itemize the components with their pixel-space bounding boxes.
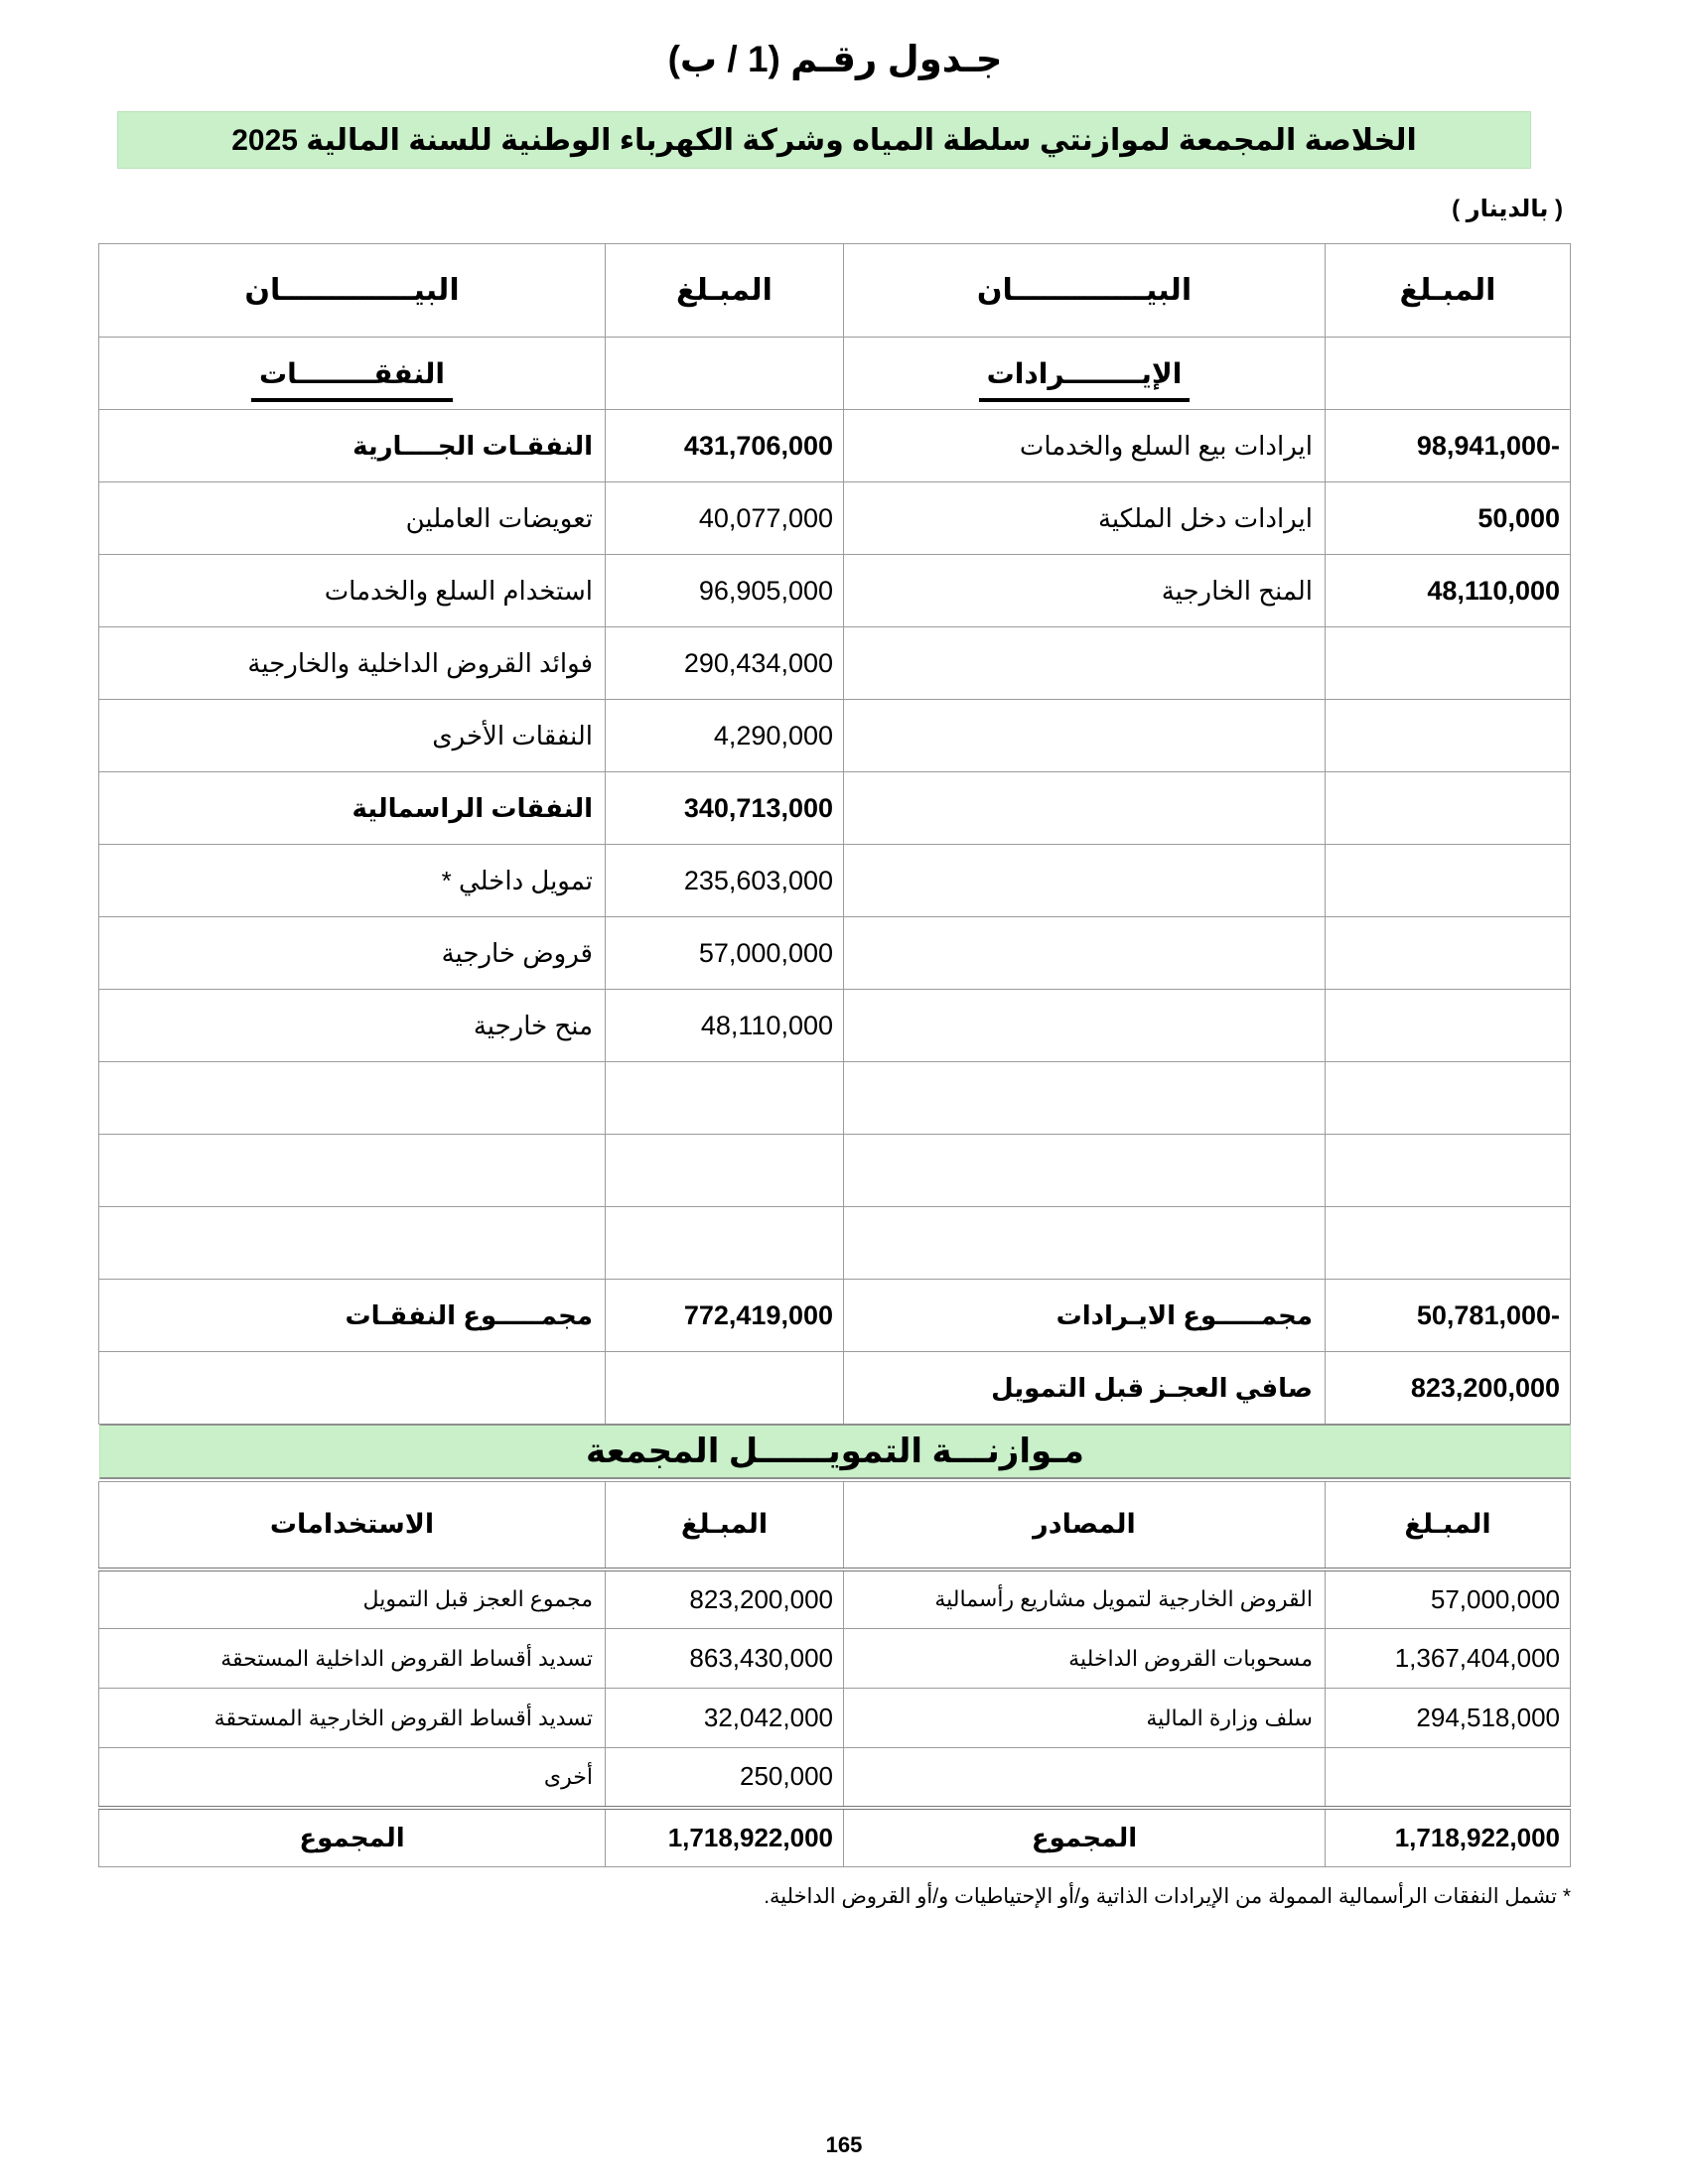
expense-label-cell (99, 1062, 606, 1135)
totals-row (99, 1280, 1571, 1352)
revenue-label-cell (844, 1135, 1326, 1207)
table-header-row (99, 1482, 1571, 1570)
revenue-label-cell (844, 627, 1326, 700)
page-number: 165 (825, 2132, 863, 2157)
revenue-amount-cell (1326, 1207, 1571, 1280)
use-label-cell: مجموع العجز قبل التمويل (99, 1570, 606, 1629)
revenue-amount-cell (1326, 1135, 1571, 1207)
expense-label-cell: النفقات الراسمالية (99, 772, 606, 845)
expense-label-cell (99, 1352, 606, 1425)
empty-row (99, 1135, 1571, 1207)
source-amount-cell: 294,518,000 (1326, 1689, 1571, 1748)
expense-amount-cell (606, 1062, 844, 1135)
revenue-label-cell (844, 917, 1326, 990)
revenue-total-label: مجمـــــوع الايـرادات (844, 1280, 1326, 1352)
table-row (99, 1689, 1571, 1748)
revenue-amount-header: المبـلغ (1326, 244, 1571, 338)
expense-amount-cell: 4,290,000 (606, 700, 844, 772)
use-amount-cell: 863,430,000 (606, 1629, 844, 1689)
expense-label-cell: منح خارجية (99, 990, 606, 1062)
expense-label-cell: استخدام السلع والخدمات (99, 555, 606, 627)
expense-label-cell: فوائد القروض الداخلية والخارجية (99, 627, 606, 700)
revenue-amount-cell (1326, 700, 1571, 772)
expense-label-cell (99, 1207, 606, 1280)
use-amount-cell: 32,042,000 (606, 1689, 844, 1748)
use-label-cell: تسديد أقساط القروض الداخلية المستحقة (99, 1629, 606, 1689)
revenues-section-title: الإيــــــــرادات (844, 338, 1326, 410)
subtitle-text: الخلاصة المجمعة لموازنتي سلطة المياه وشركة الكهرباء الوطنية للسنة المالية 2025 (231, 123, 1417, 157)
source-label-cell (844, 1748, 1326, 1808)
source-label-cell: القروض الخارجية لتمويل مشاريع رأسمالية (844, 1570, 1326, 1629)
revenue-label-cell (844, 772, 1326, 845)
table-row (99, 627, 1571, 700)
table-row (99, 1748, 1571, 1808)
section-title-row (99, 338, 1571, 410)
revenue-amount-cell (1326, 627, 1571, 700)
table-row (99, 1629, 1571, 1689)
expense-amount-cell (606, 1352, 844, 1425)
source-amount-header: المبـلغ (1326, 1482, 1571, 1570)
expense-statement-header: البيـــــــــــــان (99, 244, 606, 338)
uses-header: الاستخدامات (99, 1482, 606, 1570)
expense-amount-cell (606, 338, 844, 410)
uses-total-label: المجموع (99, 1808, 606, 1867)
expense-label-cell: تعويضات العاملين (99, 482, 606, 555)
expense-amount-cell: 40,077,000 (606, 482, 844, 555)
footnote: * تشمل النفقات الرأسمالية الممولة من الإيرادات الذاتية و/أو الإحتياطيات و/أو القروض الداخلية. (764, 1885, 1571, 1908)
use-amount-cell: 823,200,000 (606, 1570, 844, 1629)
expense-label-cell: النفقات الأخرى (99, 700, 606, 772)
source-amount-cell (1326, 1748, 1571, 1808)
revenue-amount-cell (1326, 1062, 1571, 1135)
revenue-total-amount: 50,781,000- (1326, 1280, 1571, 1352)
subtitle-banner (117, 111, 1531, 169)
expense-amount-cell: 431,706,000 (606, 410, 844, 482)
uses-total-amount: 1,718,922,000 (606, 1808, 844, 1867)
financing-banner-text: مـوازنـــة التمويــــــل المجمعة (586, 1433, 1084, 1470)
expense-amount-header: المبـلغ (606, 244, 844, 338)
revenue-label-cell (844, 845, 1326, 917)
revenue-amount-cell: 48,110,000 (1326, 555, 1571, 627)
financing-banner (99, 1424, 1571, 1479)
revenue-label-cell (844, 1207, 1326, 1280)
table-header-row (99, 244, 1571, 338)
page-title: جـدول رقـم (1 / ب) (667, 39, 1003, 79)
financing-table (98, 1481, 1571, 1867)
net-deficit-label: صافي العجـز قبل التمويل (844, 1352, 1326, 1425)
table-row (99, 555, 1571, 627)
expense-amount-cell: 57,000,000 (606, 917, 844, 990)
expense-label-cell: النفقـات الجــــارية (99, 410, 606, 482)
revenue-amount-cell (1326, 990, 1571, 1062)
table-row (99, 410, 1571, 482)
revenue-label-cell (844, 1062, 1326, 1135)
budget-summary-table (98, 243, 1571, 1425)
table-row (99, 700, 1571, 772)
source-label-cell: مسحوبات القروض الداخلية (844, 1629, 1326, 1689)
use-amount-header: المبـلغ (606, 1482, 844, 1570)
revenue-amount-cell: 98,941,000- (1326, 410, 1571, 482)
expense-label-cell: تمويل داخلي * (99, 845, 606, 917)
use-label-cell: أخرى (99, 1748, 606, 1808)
sources-total-label: المجموع (844, 1808, 1326, 1867)
sources-header: المصادر (844, 1482, 1326, 1570)
revenue-amount-cell (1326, 772, 1571, 845)
expense-amount-cell: 96,905,000 (606, 555, 844, 627)
table-row (99, 482, 1571, 555)
expense-amount-cell (606, 1207, 844, 1280)
expenses-section-title: النفقــــــــات (99, 338, 606, 410)
empty-row (99, 1207, 1571, 1280)
expense-label-cell: قروض خارجية (99, 917, 606, 990)
empty-row (99, 1062, 1571, 1135)
net-deficit-amount: 823,200,000 (1326, 1352, 1571, 1425)
expense-amount-cell: 235,603,000 (606, 845, 844, 917)
totals-row (99, 1808, 1571, 1867)
revenue-amount-cell (1326, 338, 1571, 410)
table-row (99, 1570, 1571, 1629)
currency-note: ( بالدينار ) (1452, 196, 1563, 222)
source-amount-cell: 57,000,000 (1326, 1570, 1571, 1629)
expense-total-amount: 772,419,000 (606, 1280, 844, 1352)
sources-total-amount: 1,718,922,000 (1326, 1808, 1571, 1867)
source-label-cell: سلف وزارة المالية (844, 1689, 1326, 1748)
revenue-label-cell (844, 990, 1326, 1062)
table-row (99, 845, 1571, 917)
expense-amount-cell (606, 1135, 844, 1207)
expense-total-label: مجمـــــوع النفقـات (99, 1280, 606, 1352)
use-amount-cell: 250,000 (606, 1748, 844, 1808)
table-row (99, 917, 1571, 990)
expense-label-cell (99, 1135, 606, 1207)
use-label-cell: تسديد أقساط القروض الخارجية المستحقة (99, 1689, 606, 1748)
table-row (99, 772, 1571, 845)
revenue-statement-header: البيـــــــــــــان (844, 244, 1326, 338)
revenue-amount-cell (1326, 917, 1571, 990)
revenue-label-cell: ايرادات بيع السلع والخدمات (844, 410, 1326, 482)
source-amount-cell: 1,367,404,000 (1326, 1629, 1571, 1689)
net-deficit-row (99, 1352, 1571, 1425)
revenue-amount-cell: 50,000 (1326, 482, 1571, 555)
revenue-label-cell: المنح الخارجية (844, 555, 1326, 627)
table-row (99, 990, 1571, 1062)
expense-amount-cell: 48,110,000 (606, 990, 844, 1062)
revenue-amount-cell (1326, 845, 1571, 917)
revenue-label-cell: ايرادات دخل الملكية (844, 482, 1326, 555)
expense-amount-cell: 290,434,000 (606, 627, 844, 700)
expense-amount-cell: 340,713,000 (606, 772, 844, 845)
revenue-label-cell (844, 700, 1326, 772)
